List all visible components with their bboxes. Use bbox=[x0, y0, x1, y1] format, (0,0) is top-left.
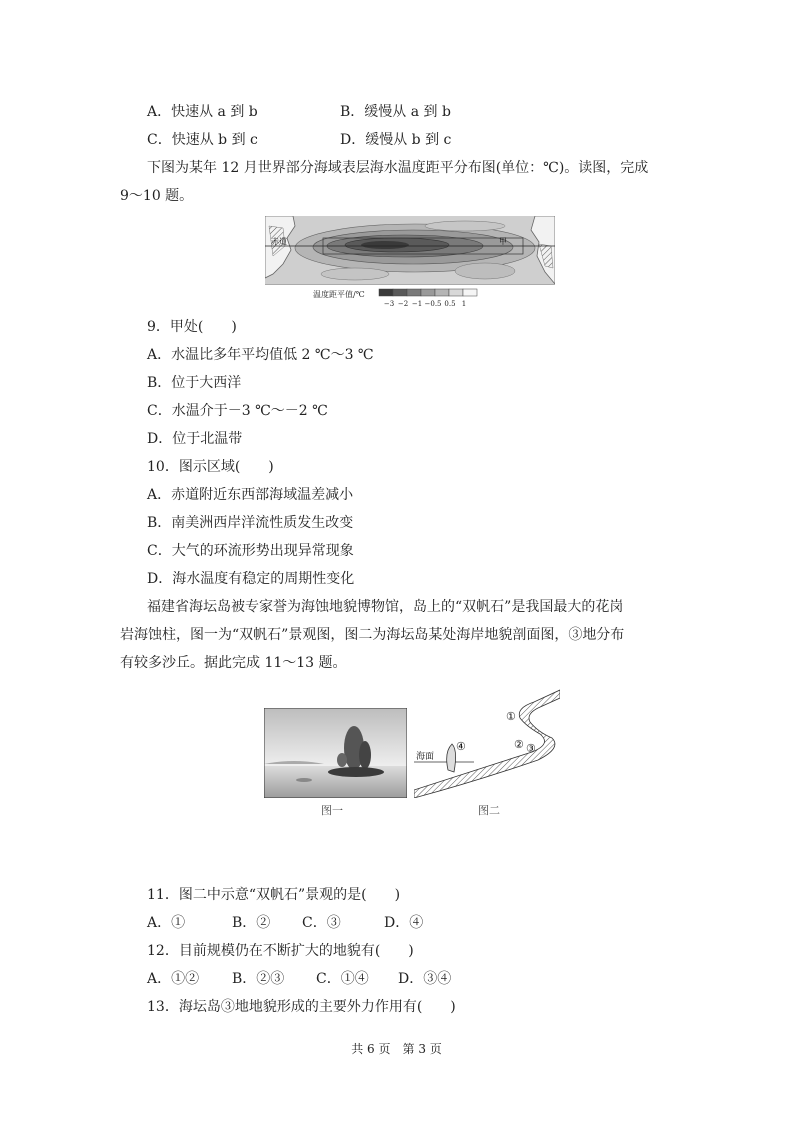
figure-1-photo bbox=[264, 708, 407, 817]
q8-option-c: C．快速从 b 到 c bbox=[147, 132, 258, 148]
intro1-line2: 9～10 题。 bbox=[120, 188, 194, 204]
figure-2-caption: 图二 bbox=[478, 804, 500, 817]
legend-tick: 1 bbox=[461, 300, 467, 308]
equator-label: 赤道 bbox=[271, 237, 287, 246]
q9-option-a: A．水温比多年平均值低 2 ℃～3 ℃ bbox=[147, 347, 374, 363]
q10-stem: 10．图示区域( ) bbox=[147, 459, 274, 475]
mark-3: ③ bbox=[526, 742, 536, 755]
q8-option-a: A．快速从 a 到 b bbox=[147, 104, 258, 120]
map-graphic bbox=[265, 216, 555, 310]
q12-option-a: A．①② bbox=[147, 971, 200, 987]
q12-option-b: B．②③ bbox=[232, 971, 285, 987]
q10-option-d: D．海水温度有稳定的周期性变化 bbox=[147, 571, 355, 587]
q12-option-c: C．①④ bbox=[316, 971, 369, 987]
legend-tick: −3 bbox=[383, 300, 395, 308]
legend-title: 温度距平值/℃ bbox=[313, 290, 365, 299]
q12-option-d: D．③④ bbox=[398, 971, 452, 987]
intro2-line2: 岩海蚀柱，图一为“双帆石”景观图，图二为海坛岛某处海岸地貌剖面图，③地分布 bbox=[120, 627, 625, 643]
q11-option-d: D．④ bbox=[384, 915, 424, 931]
legend-tick: 0.5 bbox=[444, 300, 456, 308]
page-footer: 共 6 页 第 3 页 bbox=[351, 1042, 442, 1056]
q11-option-b: B．② bbox=[232, 915, 271, 931]
jia-label: 甲 bbox=[499, 237, 507, 246]
q11-option-c: C．③ bbox=[302, 915, 341, 931]
intro2-line3: 有较多沙丘。据此完成 11～13 题。 bbox=[120, 655, 347, 671]
intro2-line1: 福建省海坛岛被专家誉为海蚀地貌博物馆，岛上的“双帆石”是我国最大的花岗 bbox=[147, 599, 624, 615]
intro1-line1: 下图为某年 12 月世界部分海域表层海水温度距平分布图(单位：℃)。读图，完成 bbox=[147, 160, 649, 176]
legend-tick: −0.5 bbox=[424, 300, 442, 308]
legend-tick: −2 bbox=[397, 300, 409, 308]
q13-stem: 13．海坛岛③地地貌形成的主要外力作用有( ) bbox=[147, 999, 456, 1015]
mark-2: ② bbox=[514, 738, 524, 751]
mark-4: ④ bbox=[456, 740, 466, 753]
q8-option-b: B．缓慢从 a 到 b bbox=[340, 104, 451, 120]
sea-temperature-anomaly-map bbox=[265, 216, 555, 310]
q12-stem: 12．目前规模仍在不断扩大的地貌有( ) bbox=[147, 943, 414, 959]
coastal-profile-diagram bbox=[414, 686, 560, 798]
q11-option-a: A．① bbox=[147, 915, 186, 931]
q8-option-d: D．缓慢从 b 到 c bbox=[340, 132, 452, 148]
figure-1-caption: 图一 bbox=[321, 804, 343, 817]
figure-2-profile bbox=[414, 686, 560, 817]
double-sail-rock-photo bbox=[264, 708, 407, 798]
sea-surface-label: 海面 bbox=[416, 752, 435, 762]
q10-option-a: A．赤道附近东西部海域温差减小 bbox=[147, 487, 354, 503]
mark-1: ① bbox=[506, 710, 516, 723]
q9-option-d: D．位于北温带 bbox=[147, 431, 243, 447]
legend-tick: −1 bbox=[411, 300, 423, 308]
q9-option-b: B．位于大西洋 bbox=[147, 375, 242, 391]
legend-swatches bbox=[379, 289, 477, 296]
q9-stem: 9．甲处( ) bbox=[147, 319, 237, 335]
q10-option-c: C．大气的环流形势出现异常现象 bbox=[147, 543, 354, 559]
q11-stem: 11．图二中示意“双帆石”景观的是( ) bbox=[147, 887, 401, 903]
q9-option-c: C．水温介于－3 ℃～－2 ℃ bbox=[147, 403, 328, 419]
q10-option-b: B．南美洲西岸洋流性质发生改变 bbox=[147, 515, 354, 531]
